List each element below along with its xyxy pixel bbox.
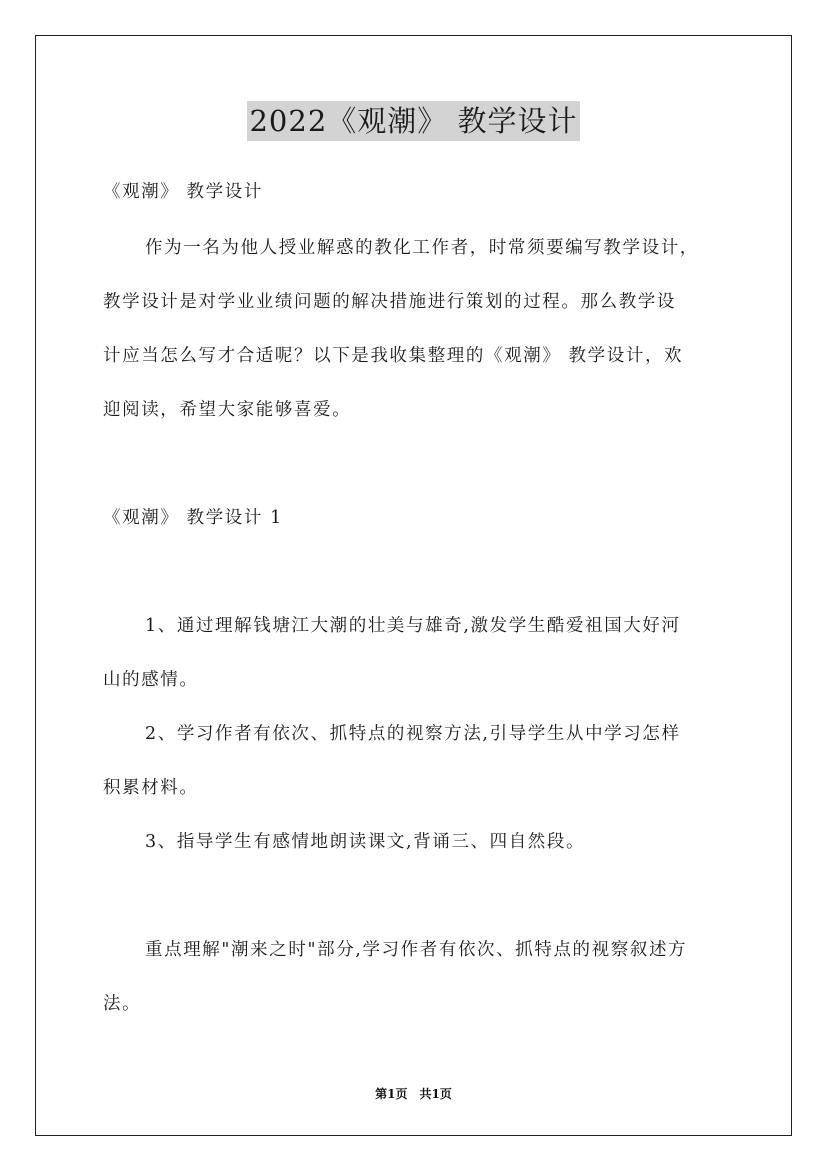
intro-line-2: 教学设计是对学业业绩问题的解决措施进行策划的过程。那么教学设	[103, 292, 676, 312]
intro-line-4: 迎阅读，希望大家能够喜爱。	[103, 400, 352, 420]
objective-line-2: 山的感情。	[103, 670, 199, 690]
section-heading: 《观潮》 教学设计 1	[103, 508, 283, 528]
focus-line-2: 法。	[103, 994, 142, 1014]
subtitle: 《观潮》 教学设计	[103, 182, 263, 202]
objective-line-1: 1、通过理解钱塘江大潮的壮美与雄奇,激发学生酷爱祖国大好河	[145, 616, 681, 636]
focus-line-1: 重点理解"潮来之时"部分,学习作者有依次、抓特点的视察叙述方	[145, 940, 688, 960]
objective-line-3: 2、学习作者有依次、抓特点的视察方法,引导学生从中学习怎样	[145, 724, 681, 744]
objective-line-4: 积累材料。	[103, 778, 199, 798]
document-title	[0, 101, 827, 141]
objective-line-5: 3、指导学生有感情地朗读课文,背诵三、四自然段。	[145, 832, 586, 852]
document-title-text: 2022《观潮》 教学设计	[247, 101, 579, 141]
intro-line-1: 作为一名为他人授业解惑的教化工作者，时常须要编写教学设计，	[145, 238, 699, 258]
page-number: 第1页 共1页	[375, 1087, 452, 1101]
intro-line-3: 计应当怎么写才合适呢？以下是我收集整理的《观潮》 教学设计，欢	[103, 346, 684, 366]
